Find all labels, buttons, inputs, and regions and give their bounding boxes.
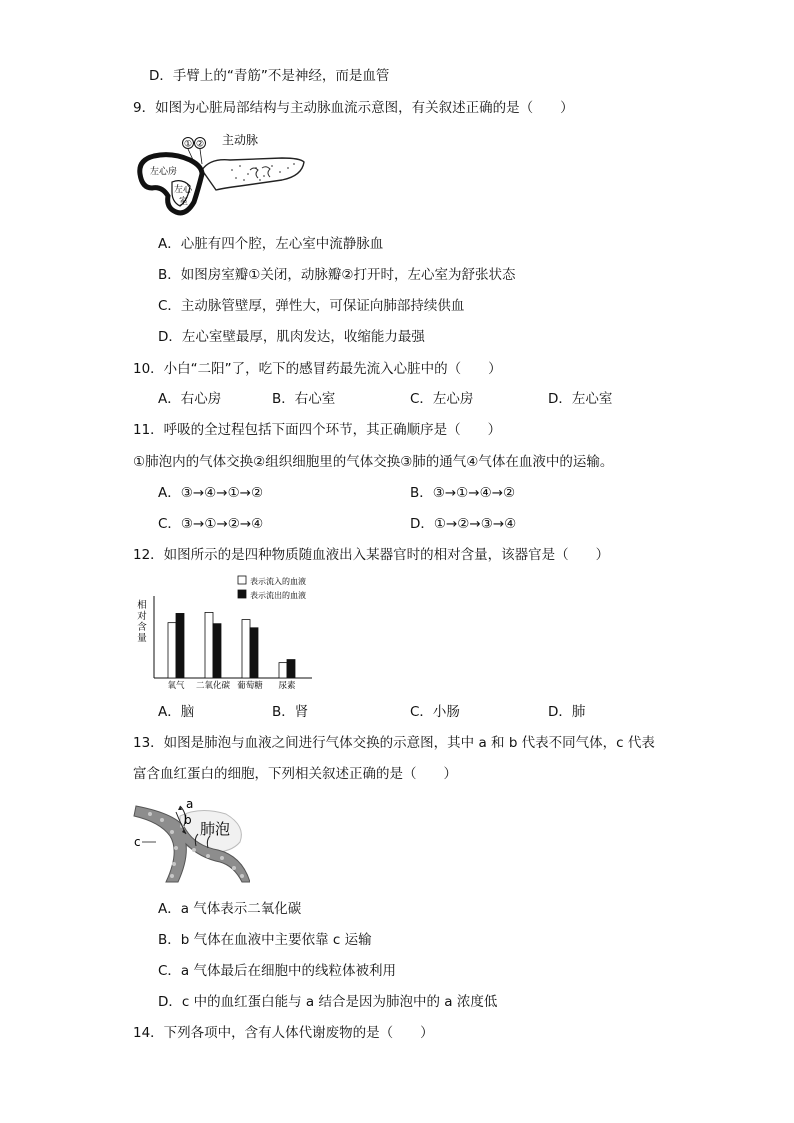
bar [168,623,176,678]
q13-stem-line-1: 13．如图是肺泡与血液之间进行气体交换的示意图，其中 a 和 b 代表不同气体，c 代表 [133,735,655,751]
aorta-label: 主动脉 [222,133,259,147]
q13-option-a: A．a 气体表示二氧化碳 [158,901,302,917]
q10-option-b: B．右心室 [272,391,336,407]
x-tick-label: 二氧化碳 [195,681,231,691]
atrium-label: 左心房 [150,167,178,177]
q13-option-b: B．b 气体在血液中主要依靠 c 运输 [158,932,372,948]
bar [176,613,184,678]
bar-chart [132,574,332,692]
q10-option-a: A．右心房 [158,391,222,407]
q11-option-a: A．③→④→①→② [158,485,264,501]
bar [242,620,250,678]
q9-stem: 9．如图为心脏局部结构与主动脉血流示意图，有关叙述正确的是（ ） [133,100,574,116]
y-axis-label-char: 对 [137,611,147,622]
alveolus-label: 肺泡 [200,820,231,838]
y-axis-label-char: 量 [137,633,147,644]
ventricle-label-2: 室 [179,197,189,207]
x-tick-label: 葡萄糖 [237,681,263,691]
q13-option-d: D．c 中的血红蛋白能与 a 结合是因为肺泡中的 a 浓度低 [158,994,498,1010]
gas-a-label: a [186,797,194,811]
q8-option-d: D．手臂上的“青筋”不是神经，而是血管 [149,68,390,84]
bar [250,628,258,678]
q11-stem: 11．呼吸的全过程包括下面四个环节，其正确顺序是（ ） [133,422,502,438]
legend-label: 表示流出的血液 [250,591,306,600]
bar [213,624,221,678]
y-axis-label-char: 相 [137,600,147,611]
q12-option-c: C．小肠 [410,704,460,720]
q10-option-c: C．左心房 [410,391,474,407]
q13-stem-line-2: 富含血红蛋白的细胞，下列相关叙述正确的是（ ） [133,766,457,782]
x-tick-label: 氧气 [167,681,185,691]
valve-1-label: ① [183,139,193,150]
q14-stem: 14．下列各项中，含有人体代谢废物的是（ ） [133,1025,434,1041]
bar [279,663,287,678]
q11-option-b: B．③→①→④→② [410,485,516,501]
q12-option-b: B．肾 [272,704,309,720]
q9-option-c: C．主动脉管壁厚，弹性大，可保证向肺部持续供血 [158,298,465,314]
alveolus-figure [130,796,250,886]
ventricle-label-1: 左心 [174,185,193,195]
x-tick-label: 尿素 [278,681,296,691]
q12-option-d: D．肺 [548,704,586,720]
q9-option-a: A．心脏有四个腔，左心室中流静脉血 [158,236,384,252]
q11-option-d: D．①→②→③→④ [410,516,517,532]
legend-label: 表示流入的血液 [250,577,306,586]
q13-option-c: C．a 气体最后在细胞中的线粒体被利用 [158,963,396,979]
q10-stem: 10．小白“二阳”了，吃下的感冒药最先流入心脏中的（ ） [133,361,502,377]
legend-swatch [238,576,246,584]
cell-c-label: c [134,835,141,849]
q12-stem: 12．如图所示的是四种物质随血液出入某器官时的相对含量，该器官是（ ） [133,547,610,563]
q9-option-d: D．左心室壁最厚，肌肉发达，收缩能力最强 [158,329,425,345]
q11-option-c: C．③→①→②→④ [158,516,264,532]
heart-aorta-figure [132,130,312,216]
legend-swatch [238,590,246,598]
bar [205,612,213,678]
valve-2-label: ② [195,139,205,150]
q12-option-a: A．脑 [158,704,195,720]
y-axis-label-char: 含 [137,622,147,633]
q11-sub: ①肺泡内的气体交换②组织细胞里的气体交换③肺的通气④气体在血液中的运输。 [133,454,614,470]
bar [287,660,295,678]
q9-option-b: B．如图房室瓣①关闭，动脉瓣②打开时，左心室为舒张状态 [158,267,516,283]
q10-option-d: D．左心室 [548,391,613,407]
y-axis-label [137,599,147,644]
gas-b-label: b [184,813,192,827]
